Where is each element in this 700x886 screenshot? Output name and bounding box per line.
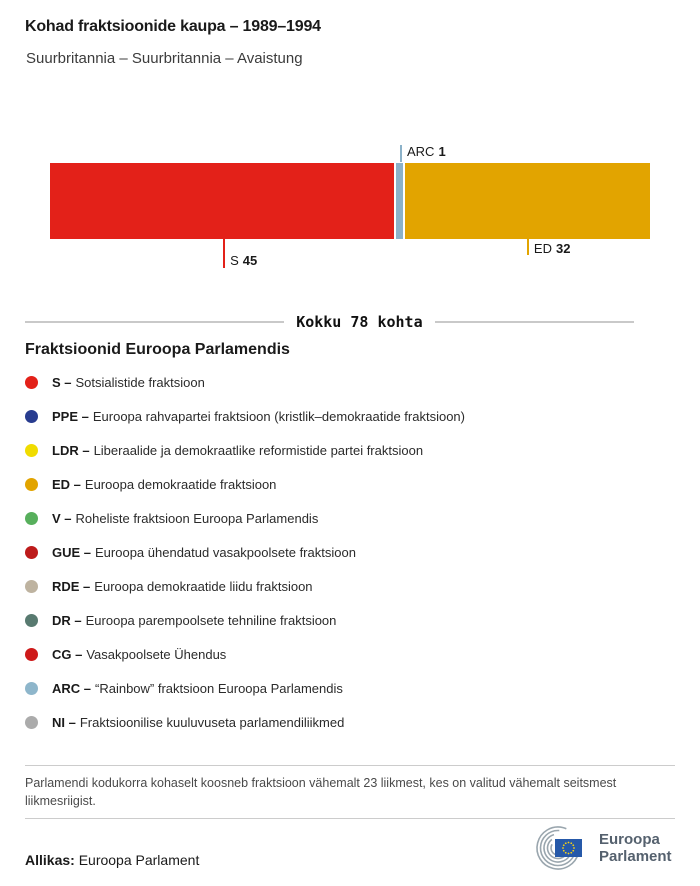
- ep-logo: [528, 824, 672, 872]
- legend-item-cg: [25, 644, 465, 664]
- legend-code: LDR –: [52, 442, 90, 458]
- footnote-divider-top: [25, 765, 675, 766]
- legend-item-gue: [25, 542, 465, 562]
- legend-item-v: [25, 508, 465, 528]
- legend-dot-gue: [25, 546, 38, 559]
- bar-segment-arc[interactable]: [396, 163, 404, 239]
- stacked-bar-chart: [50, 144, 650, 268]
- legend-code: ARC –: [52, 680, 92, 696]
- arc-label-text: [407, 144, 446, 159]
- legend-heading: Fraktsioonid Euroopa Parlamendis: [25, 341, 290, 358]
- ed-label-text: [534, 241, 571, 256]
- s-tick-line: [223, 239, 225, 268]
- footnote-divider-bottom: [25, 818, 675, 819]
- legend-dot-ed: [25, 478, 38, 491]
- ep-logo-line2: Parlament: [599, 848, 672, 865]
- legend-code: PPE –: [52, 408, 89, 424]
- divider-line-left: [25, 321, 284, 323]
- legend-item-ppe: [25, 406, 465, 426]
- legend-item-dr: [25, 610, 465, 630]
- bar-segment-ed[interactable]: [405, 163, 650, 239]
- source-line: [25, 852, 199, 868]
- legend-code: S –: [52, 374, 72, 390]
- source-value: Euroopa Parlament: [78, 852, 200, 868]
- total-divider: [25, 313, 634, 331]
- legend-dot-arc: [25, 682, 38, 695]
- ep-logo-text: [599, 831, 672, 865]
- arc-code: ARC: [407, 144, 435, 159]
- legend-name: Vasakpoolsete Ühendus: [86, 646, 227, 662]
- ed-tick-line: [527, 239, 529, 255]
- source-label: Allikas:: [25, 852, 75, 868]
- legend-name: Euroopa parempoolsete tehniline fraktsioon: [85, 612, 337, 628]
- legend-name: Sotsialistide fraktsioon: [75, 374, 205, 390]
- legend-item-ni: [25, 712, 465, 732]
- eu-flag-icon: [555, 839, 582, 857]
- legend-item-ed: [25, 474, 465, 494]
- legend-dot-ni: [25, 716, 38, 729]
- chart-title: Kohad fraktsioonide kaupa – 1989–1994: [25, 18, 321, 35]
- legend-code: V –: [52, 510, 72, 526]
- seat-bar: [50, 163, 650, 239]
- total-seats-label: Kokku 78 kohta: [296, 313, 423, 331]
- legend-code: NI –: [52, 714, 76, 730]
- legend-code: CG –: [52, 646, 83, 662]
- s-label-text: [230, 253, 257, 268]
- arc-seats: 1: [438, 144, 446, 159]
- legend-code: RDE –: [52, 578, 91, 594]
- chart-subtitle: Suurbritannia – Suurbritannia – Avaistung: [26, 50, 303, 67]
- legend-name: Euroopa demokraatide liidu fraktsioon: [94, 578, 313, 594]
- legend-dot-v: [25, 512, 38, 525]
- s-seats: 45: [242, 253, 258, 268]
- legend-code: ED –: [52, 476, 81, 492]
- legend-dot-ldr: [25, 444, 38, 457]
- legend-name: Euroopa rahvapartei fraktsioon (kristlik–demokraatide fraktsioon): [92, 408, 465, 424]
- legend-item-arc: [25, 678, 465, 698]
- legend-name: “Rainbow” fraktsioon Euroopa Parlamendis: [95, 680, 343, 696]
- legend-code: DR –: [52, 612, 82, 628]
- ed-seats: 32: [555, 241, 571, 256]
- legend: [25, 372, 465, 746]
- footnote: Parlamendi kodukorra kohaselt koosneb fraktsioon vähemalt 23 liikmest, kes on valitud vähemalt seitsmest liikmesriigist.: [25, 776, 617, 808]
- hemicycle-icon: [528, 824, 592, 872]
- legend-dot-cg: [25, 648, 38, 661]
- arc-tick-line: [400, 145, 402, 162]
- ep-logo-line1: Euroopa: [599, 831, 660, 848]
- legend-dot-rde: [25, 580, 38, 593]
- legend-name: Liberaalide ja demokraatlike reformistide partei fraktsioon: [93, 442, 424, 458]
- legend-name: Euroopa ühendatud vasakpoolsete fraktsioon: [95, 544, 356, 560]
- legend-name: Fraktsioonilise kuuluvuseta parlamendiliikmed: [79, 714, 345, 730]
- legend-dot-ppe: [25, 410, 38, 423]
- legend-dot-dr: [25, 614, 38, 627]
- legend-item-s: [25, 372, 465, 392]
- bar-label-arc: [400, 144, 446, 163]
- bar-segment-s[interactable]: [50, 163, 394, 239]
- divider-line-right: [435, 321, 634, 323]
- ed-code: ED: [533, 241, 552, 256]
- s-code: S: [230, 253, 239, 268]
- legend-item-ldr: [25, 440, 465, 460]
- legend-name: Roheliste fraktsioon Euroopa Parlamendis: [75, 510, 319, 526]
- legend-name: Euroopa demokraatide fraktsioon: [84, 476, 277, 492]
- legend-dot-s: [25, 376, 38, 389]
- legend-item-rde: [25, 576, 465, 596]
- legend-code: GUE –: [52, 544, 92, 560]
